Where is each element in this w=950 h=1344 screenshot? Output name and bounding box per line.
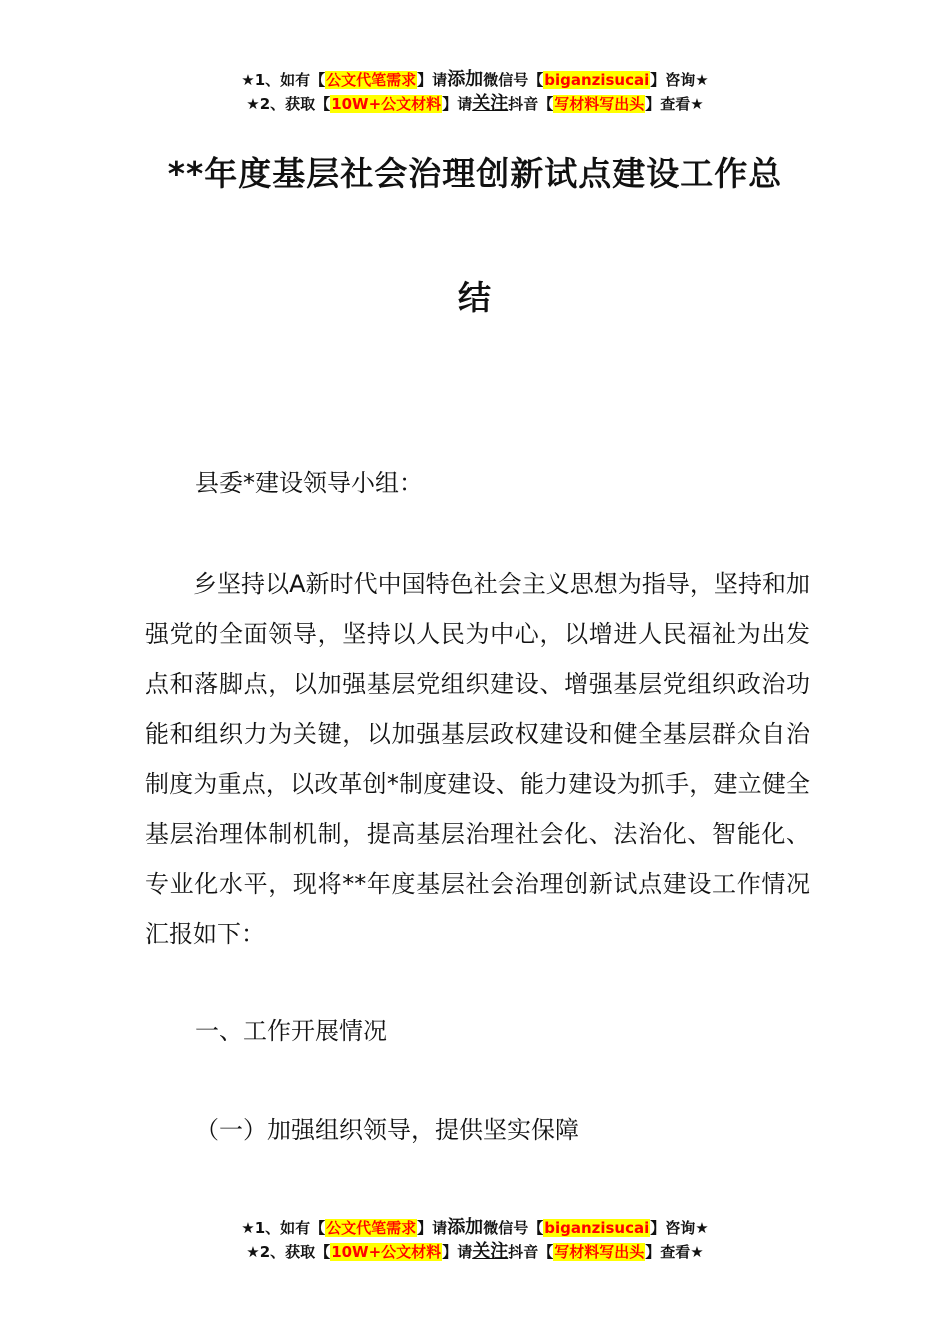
banner-emphasis: 添加 bbox=[447, 1217, 484, 1238]
section-heading: 一、工作开展情况 bbox=[195, 1017, 387, 1045]
highlight-text: 写材料写出头 bbox=[554, 1243, 645, 1261]
banner-line-1 bbox=[0, 68, 950, 92]
highlight-text: 10W+公文材料 bbox=[331, 95, 442, 113]
banner-text: ★2、获取【 bbox=[246, 95, 331, 113]
subsection-heading: （一）加强组织领导，提供坚实保障 bbox=[195, 1116, 579, 1144]
banner-text: 】咨询★ bbox=[650, 1219, 709, 1237]
highlight-text: 写材料写出头 bbox=[554, 95, 645, 113]
banner-text: 微信号【 bbox=[483, 1219, 544, 1237]
banner-text: 】查看★ bbox=[645, 95, 704, 113]
banner-emphasis: 关注 bbox=[472, 1241, 509, 1262]
banner-emphasis: 添加 bbox=[447, 69, 484, 90]
header-banner bbox=[0, 68, 950, 116]
banner-text: 】请 bbox=[417, 71, 448, 89]
banner-text: ★1、如有【 bbox=[241, 71, 326, 89]
banner-text: 】请 bbox=[442, 1243, 473, 1261]
intro-paragraph: 乡坚持以A新时代中国特色社会主义思想为指导，坚持和加强党的全面领导，坚持以人民为中心，以增进人民福祉为出发点和落脚点，以加强基层党组织建设、增强基层党组织政治功能和组织力为关键，以加强基层政权建设和健全基层群众自治制度为重点，以改革创*制度建设、能力建设为抓手，建立健全基层治理体制机制，提高基层治理社会化、法治化、智能化、专业化水平，现将**年度基层社会治理创新试点建设工作情况汇报如下： bbox=[145, 570, 810, 948]
banner-line-2 bbox=[0, 92, 950, 116]
highlight-text: 10W+公文材料 bbox=[331, 1243, 442, 1261]
salutation: 县委*建设领导小组： bbox=[195, 469, 423, 497]
banner-line-1 bbox=[0, 1216, 950, 1240]
banner-text: ★2、获取【 bbox=[246, 1243, 331, 1261]
banner-line-2 bbox=[0, 1240, 950, 1264]
banner-text: 微信号【 bbox=[483, 71, 544, 89]
banner-text: 】请 bbox=[442, 95, 473, 113]
banner-text: 抖音【 bbox=[508, 1243, 554, 1261]
highlight-text: 公文代笔需求 bbox=[326, 71, 417, 89]
banner-text: 】咨询★ bbox=[650, 71, 709, 89]
banner-text: ★1、如有【 bbox=[241, 1219, 326, 1237]
highlight-text: biganzisucai bbox=[544, 71, 650, 89]
highlight-text: biganzisucai bbox=[544, 1219, 650, 1237]
banner-emphasis: 关注 bbox=[472, 93, 509, 114]
document-title-continued: 结 bbox=[458, 278, 492, 317]
banner-text: 】请 bbox=[417, 1219, 448, 1237]
banner-text: 】查看★ bbox=[645, 1243, 704, 1261]
document-title: **年度基层社会治理创新试点建设工作总 bbox=[167, 154, 783, 193]
banner-text: 抖音【 bbox=[508, 95, 554, 113]
footer-banner bbox=[0, 1216, 950, 1264]
highlight-text: 公文代笔需求 bbox=[326, 1219, 417, 1237]
